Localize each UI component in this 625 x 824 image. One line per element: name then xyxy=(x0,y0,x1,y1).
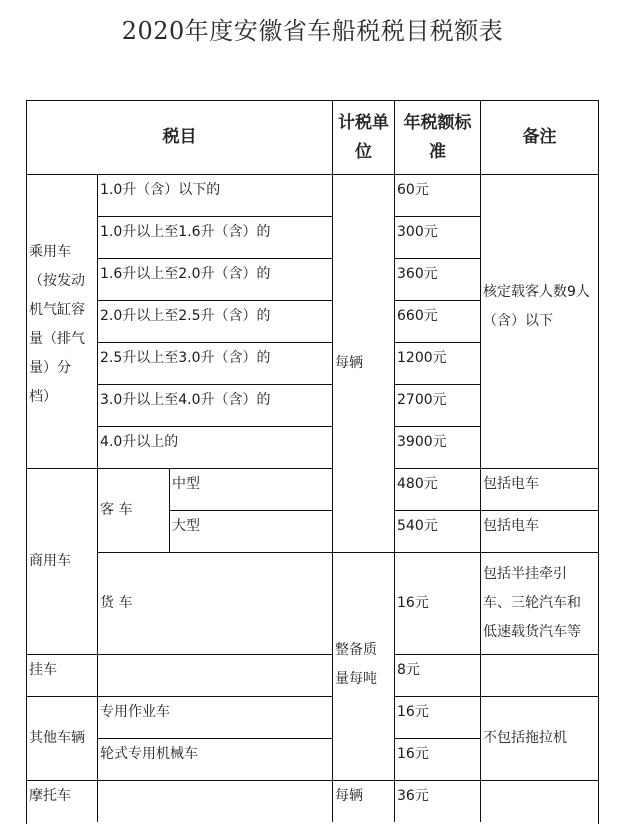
amount-value: 540元 xyxy=(397,518,438,534)
header-unit-line2: 位 xyxy=(355,141,372,162)
table-row-item xyxy=(97,216,333,259)
table-row-item xyxy=(97,696,333,739)
table-row-item xyxy=(169,468,333,511)
remark-cell xyxy=(480,654,599,697)
category-label: 挂车 xyxy=(29,662,57,678)
amount-value: 1200元 xyxy=(397,350,447,366)
amount-value: 360元 xyxy=(397,266,438,282)
unit-per-vehicle xyxy=(332,174,395,553)
category-label: 其他车辆 xyxy=(29,730,85,746)
item-label: 轮式专用机械车 xyxy=(100,746,198,762)
header-item xyxy=(26,100,333,175)
amount-value: 16元 xyxy=(397,704,429,720)
table-row-item xyxy=(97,258,333,301)
amount-cell xyxy=(394,654,481,697)
item-label: 2.0升以上至2.5升（含）的 xyxy=(100,308,271,324)
item-label: 大型 xyxy=(172,518,200,534)
item-label: 3.0升以上至4.0升（含）的 xyxy=(100,392,271,408)
header-remark-label: 备注 xyxy=(522,127,557,147)
remark-line: 车、三轮汽车和 xyxy=(483,595,581,611)
table-row-item xyxy=(97,384,333,427)
table-row-item xyxy=(97,300,333,343)
amount-value: 2700元 xyxy=(397,392,447,408)
amount-cell xyxy=(394,342,481,385)
category-trailer xyxy=(26,654,98,697)
amount-value: 3900元 xyxy=(397,434,447,450)
remark-line: 包括半挂牵引 xyxy=(483,566,567,582)
remark-cell xyxy=(480,468,599,511)
header-item-label: 税目 xyxy=(162,127,197,147)
category-line: 量（排气 xyxy=(29,330,85,347)
truck-label-cell xyxy=(97,552,333,655)
amount-value: 36元 xyxy=(397,788,429,804)
amount-cell xyxy=(394,216,481,259)
item-label: 2.5升以上至3.0升（含）的 xyxy=(100,350,271,366)
remark-passenger-car xyxy=(480,174,599,469)
unit-line: 整备质 xyxy=(335,641,377,658)
category-commercial-vehicle xyxy=(26,468,98,655)
table-row-item xyxy=(97,426,333,469)
header-amount-line1: 年税额标 xyxy=(403,112,472,133)
remark-text: 包括电车 xyxy=(483,476,539,492)
table-row-item xyxy=(97,738,333,781)
trailer-item xyxy=(97,654,333,697)
amount-cell xyxy=(394,258,481,301)
remark-line: 核定载客人数9人 xyxy=(483,283,590,300)
category-line: 量）分 xyxy=(29,359,71,376)
unit-line: 量每吨 xyxy=(335,670,377,687)
truck-label: 货 车 xyxy=(100,595,133,611)
header-unit xyxy=(332,100,395,175)
amount-value: 8元 xyxy=(397,662,420,678)
amount-value: 300元 xyxy=(397,224,438,240)
motorcycle-item xyxy=(97,780,333,823)
category-line: 乘用车 xyxy=(29,243,71,260)
amount-value: 660元 xyxy=(397,308,438,324)
table-row-item xyxy=(97,174,333,217)
unit-label: 每辆 xyxy=(335,788,363,804)
header-amount-line2: 准 xyxy=(429,141,446,162)
category-other-vehicles xyxy=(26,696,98,781)
category-line: 档） xyxy=(29,388,57,405)
item-label: 中型 xyxy=(172,476,200,492)
remark-text: 包括电车 xyxy=(483,518,539,534)
amount-value: 16元 xyxy=(397,746,429,762)
remark-truck xyxy=(480,552,599,655)
remark-text: 不包括拖拉机 xyxy=(483,730,567,746)
amount-cell xyxy=(394,174,481,217)
remark-line: 低速载货汽车等 xyxy=(483,624,581,640)
item-label: 专用作业车 xyxy=(100,704,170,720)
amount-cell xyxy=(394,738,481,781)
amount-cell xyxy=(394,468,481,511)
header-unit-line1: 计税单 xyxy=(338,112,389,133)
table-row-item xyxy=(169,510,333,553)
item-label: 1.0升（含）以下的 xyxy=(100,182,221,198)
item-label: 1.0升以上至1.6升（含）的 xyxy=(100,224,271,240)
remark-line: （含）以下 xyxy=(483,312,553,329)
item-label: 1.6升以上至2.0升（含）的 xyxy=(100,266,271,282)
category-line: 机气缸容 xyxy=(29,301,85,318)
amount-cell xyxy=(394,384,481,427)
category-motorcycle xyxy=(26,780,98,823)
remark-cell xyxy=(480,780,599,823)
amount-cell xyxy=(394,510,481,553)
remark-cell xyxy=(480,510,599,553)
header-amount xyxy=(394,100,481,175)
page-title: 2020年度安徽省车船税税目税额表 xyxy=(121,17,504,45)
remark-other-vehicles xyxy=(480,696,599,781)
amount-cell xyxy=(394,426,481,469)
category-label: 摩托车 xyxy=(29,788,71,804)
header-remark xyxy=(480,100,599,175)
category-line: （按发动 xyxy=(29,272,85,289)
amount-cell xyxy=(394,696,481,739)
amount-cell xyxy=(394,552,481,655)
bus-label: 客 车 xyxy=(100,502,133,518)
category-passenger-car xyxy=(26,174,98,469)
unit-label: 每辆 xyxy=(335,355,363,371)
amount-cell xyxy=(394,780,481,823)
amount-value: 60元 xyxy=(397,182,429,198)
amount-cell xyxy=(394,300,481,343)
unit-cell xyxy=(332,780,395,823)
bus-label-cell xyxy=(97,468,170,553)
table-row-item xyxy=(97,342,333,385)
amount-value: 16元 xyxy=(397,595,429,611)
amount-value: 480元 xyxy=(397,476,438,492)
unit-per-ton xyxy=(332,552,395,781)
category-label: 商用车 xyxy=(29,553,71,569)
item-label: 4.0升以上的 xyxy=(100,434,179,450)
